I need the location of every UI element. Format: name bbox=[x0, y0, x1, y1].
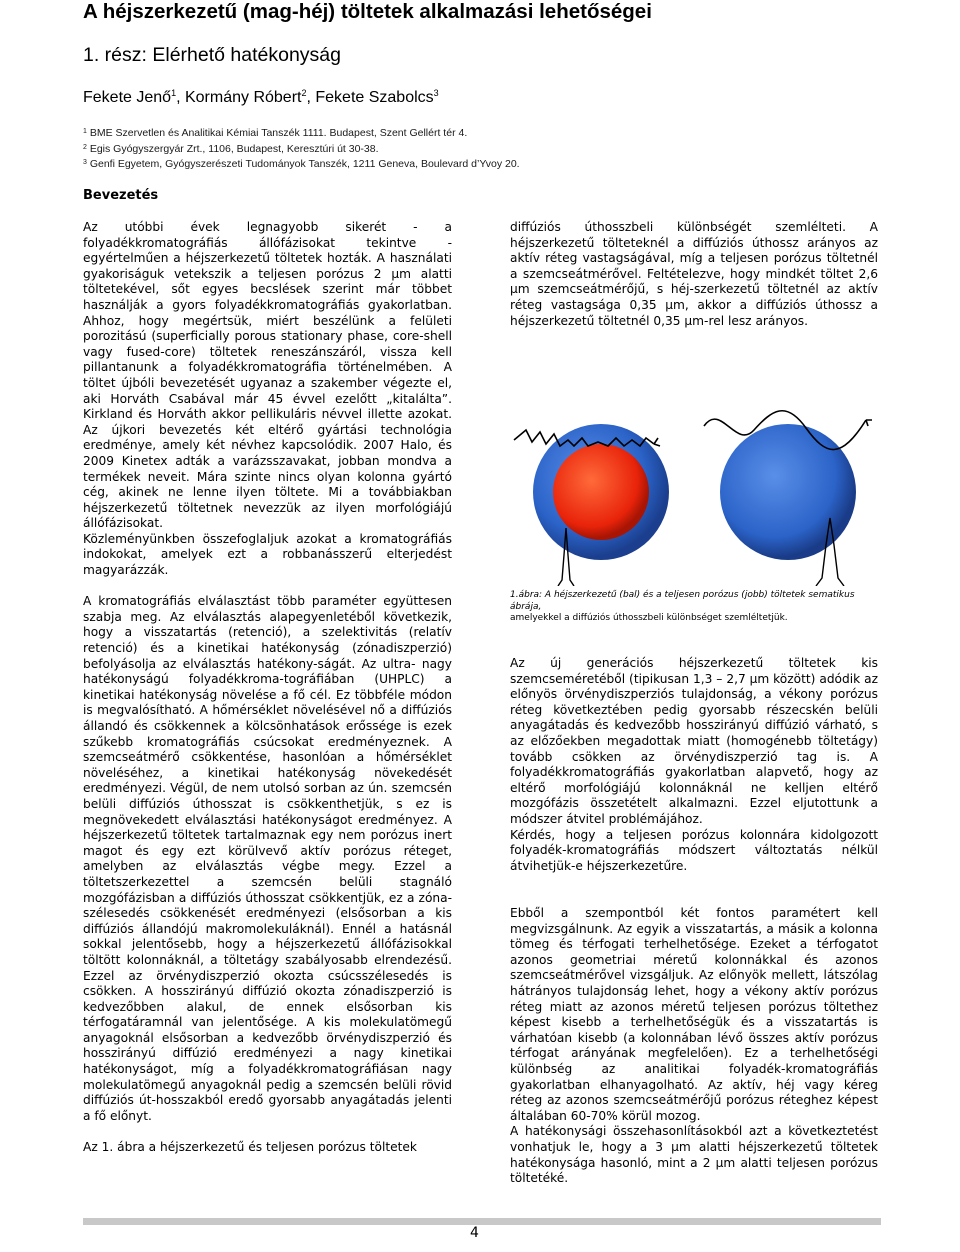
right-column-top bbox=[510, 220, 878, 329]
diffusion-paragraph: diffúziós úthosszbeli különbségét szemlélteti. A héjszerkezetű tölteteknél a diffúziós úthossz arányos az aktív réteg vastagságával, míg a teljesen porózus töltetnél a szemcseátmérővel. Feltételezve, hogy mindkét töltet 2,6 μm szemcseátmérőjű, s héj-szerkezetű töltetnél az aktív réteg vastagsága 0,35 μm, akkor a diffúziós úthossz a héjszerkezetű töltetnél 0,35 μm-rel lesz arányos. bbox=[510, 220, 878, 328]
figure-reference-paragraph: Az 1. ábra a héjszerkezetű és teljesen porózus töltetek bbox=[83, 1140, 417, 1155]
affiliation-line: $^3$ Genfi Egyetem, Gyógyszerészeti Tudományok Tanszék, 1211 Geneva, Boulevard d’Yvoy 20. bbox=[83, 158, 520, 170]
fully-porous-particle-icon bbox=[704, 411, 872, 586]
right-column-mid bbox=[510, 656, 878, 874]
author-affiliation-mark: 3 bbox=[433, 88, 439, 98]
core-shell-particle-icon bbox=[514, 424, 669, 586]
affiliation-line: $^2$ Egis Gyógyszergyár Zrt., 1106, Budapest, Keresztúri út 30-38. bbox=[83, 142, 379, 155]
author-affiliation-mark: 1 bbox=[171, 88, 177, 98]
author-name: Fekete Jenő bbox=[83, 89, 172, 106]
affiliation-mark: 2 bbox=[83, 143, 87, 151]
affiliation-mark: 3 bbox=[83, 159, 87, 166]
right-column-bottom bbox=[510, 906, 878, 1187]
method-transfer-question: Kérdés, hogy a teljesen porózus kolonnára kidolgozott folyadék-kromatográfiás módszert változtatás nélkül átvihetjük-e héjszerkezetűre. bbox=[510, 827, 878, 873]
summary-paragraph: Közleményünkben összefoglaljuk azokat a kromatográfiás indokokat, amelyek ezt a robbanásszerű elterjedést magyarázzák. bbox=[83, 531, 452, 578]
page-number: 4 bbox=[470, 1225, 479, 1241]
article-subtitle: 1. rész: Elérhető hatékonyság bbox=[83, 44, 341, 66]
section-heading: Bevezetés bbox=[83, 188, 159, 203]
caption-line-2: amelyekkel a diffúziós úthosszbeli különbséget szemléltetjük. bbox=[510, 613, 788, 623]
author-name: Fekete Szabolcs bbox=[315, 89, 434, 106]
separation-paragraph: A kromatográfiás elválasztást több paraméter együttesen szabja meg. Az elválasztás alapegyenletéből következik, hogy a visszatartás (retenció), a szelektivitás (relatív retenció) és a kinetikai hatékonyság (zónadiszperzió) befolyásolja az elválasztás hatékony-ságát. Az ultra- nagy hatékonyságú folyadékkroma-tográfiában (UHPLC) a kinetikai hatékonyság növelése a fő cél. Ez többféle módon is megvalósítható. A hőmérséklet növelésével nő a diffúziós állandó és csökkennek a kölcsönhatások erőssége is ezek szűkebb kromatográfiás csúcsokat eredményeznek. A szemcseátmérő csökkentése, hasonlóan a hőmérséklet növeléséhez, a kinetikai hatékonyság növekedését eredményezi. Végül, de nem utolsó sorban az ún. szemcsén belüli diffúziós úthosszat is csökkenthetjük, s ez is megnövekedett elválasztási hatékonyságot eredményez. A héjszerkezetű töltetek tartalmaznak egy nem porózus inert magot és egy ezt körülvevő aktív porózus réteget, amelyben az elválasztás végbe megy. Ezzel a töltetszerkezettel a szemcsén belüli stagnáló mozgófázisban a diffúziós úthosszat csökkentjük, ez a zóna-szélesedés csökkenését eredményezi (elsősorban a kis diffúziós állandójú makromolekuláknál). Ennél a hatásnál sokkal jelentősebb, hogy a héjszerkezetű állófázisokkal töltött kolonnáknál, a töltetágy szabályosabb elrendezésű. Ezzel az örvénydiszperzió okozta csúcsszélesedés is csökken. A hosszirányú diffúzió okozta zónadiszperzió is kedvezőbben alakul, de ennek elsősorban kis térfogatáramnál van jelentősége. A kis molekulatömegű anyagoknál elsősorban a kedvezőbb örvénydiszperzió és hosszirányú diffúzió eredményezi a nagy kinetikai hatékonyságot, míg a folyadékkromatográfiásan nagy molekulatömegű anyagoknál pedig a szemcsén belüli rövid diffúziós út-hosszakból eredő gyorsabb anyagátadás jelenti a fő előnyt. bbox=[83, 594, 452, 1123]
left-column bbox=[83, 220, 452, 1156]
affiliation-mark: 1 bbox=[83, 128, 87, 135]
new-generation-paragraph: Az új generációs héjszerkezetű töltetek kis szemcseméretéből (tipikusan 1,3 – 2,7 μm között) adódik az előnyös örvénydiszperziós tulajdonság, a vékony porózus réteg következtében pedig gyorsabb részecskén belüli anyagátadás és kedvezőbb hosszirányú diffúzió várható, s az előzőekben megadottak miatt (homogénebb töltetágy) tovább csökken az örvénydiszperzió tag is. A folyadékkromatográfiás gyakorlatban alapvető, hogy az eltérő morfológiájú kolonnáknál ne kelljen eltérő mozgófázis összetételt alkalmazni. Ezzel eljutottunk a módszer átvitel problémájához. bbox=[510, 656, 878, 826]
affiliation-list bbox=[83, 125, 520, 172]
author-list: Fekete Jenő$^1$, Kormány Róbert$^2$, Fekete Szabolcs$^3$ bbox=[83, 88, 439, 106]
figure-caption bbox=[510, 590, 880, 625]
author-name: Kormány Róbert bbox=[184, 89, 302, 106]
particle-figure bbox=[506, 380, 882, 586]
parameters-paragraph: Ebből a szempontból két fontos paramétert kell megvizsgálnunk. Az egyik a visszatartás, a másik a kolonna tömeg és térfogati terhelhetősége. Ezeket a térfogatot azonos geometriai méretű kolonnákkal és azonos szemcseátmérővel vizsgáljuk. Az előnyök mellett, látszólag hátrányos tulajdonság lehet, hogy a vékony aktív porózus réteg miatt az azonos méretű teljesen porózus töltethez képest kisebb a terhelhetőségük és a visszatartás is várhatóan kisebb (a kolonnában lévő összes aktív porózus térfogat arányának megfelelően). Ez a terhelhetőségi különbség az analitikai folyadék-kromatográfiás gyakorlatban elhanyagolható. Az aktív, héj vagy kéreg réteg az azonos szemcseátmérőjű porózus réteghez képest általában 60-70% körül mozog. bbox=[510, 906, 878, 1123]
author-affiliation-mark: 2 bbox=[301, 88, 307, 98]
efficiency-conclusion: A hatékonysági összehasonlításokból azt a következtetést vonhatjuk le, hogy a 3 μm alatti héjszerkezetű töltetek hatékonysága hasonló, mint a 2 μm alatti teljesen porózus töltetéké. bbox=[510, 1124, 878, 1186]
intro-paragraph: Az utóbbi évek legnagyobb sikerét - a folyadékkromatográfiás állófázisokat tekintve - egyértelműen a héjszerkezetű töltetek hozták. A használati gyakoriságuk vetekszik a teljesen porózus 2 μm alatti töltetekével, sőt egyes becslések szerint már többet használják a gyors folyadékkromatográfiás gyakorlatban. Ahhoz, hogy megértsük, miért beszélünk a felületi porozitású (superficially porous stationary phase, core-shell vagy fused-core) töltetek reneszánszáról, vissza kell pillantanunk a folyadékkromatográfia történelmében. A töltet újbóli bevezetését ugyanaz a szakember végezte el, aki Horváth Csabával már 45 évvel ezelőtt „kitalálta”. Kirkland és Horváth akkor pellikuláris névvel illette azokat. Az újkori bevezetés két eltérő gyártási technológia eredménye, amely két névhez kapcsolódik. 2007 Halo, és 2009 Kinetex adták a varázsszavakat, jobban mondva a termékek neveit. Mára szinte nincs olyan kolonna gyártó cég, akinek ne lenne ilyen töltete. Mi a továbbiakban héjszerkezetű töltetnek nevezzük az ilyen morfológiájú állófázisokat. bbox=[83, 220, 452, 531]
footer-bar bbox=[83, 1218, 881, 1225]
affiliation-line: $^1$ BME Szervetlen és Analitikai Kémiai Tanszék 1111. Budapest, Szent Gellért tér 4. bbox=[83, 127, 468, 139]
caption-line-1: 1.ábra: A héjszerkezetű (bal) és a teljesen porózus (jobb) töltetek sematikus ábrája, bbox=[510, 590, 855, 612]
article-title: A héjszerkezetű (mag-héj) töltetek alkalmazási lehetőségei bbox=[83, 0, 652, 23]
